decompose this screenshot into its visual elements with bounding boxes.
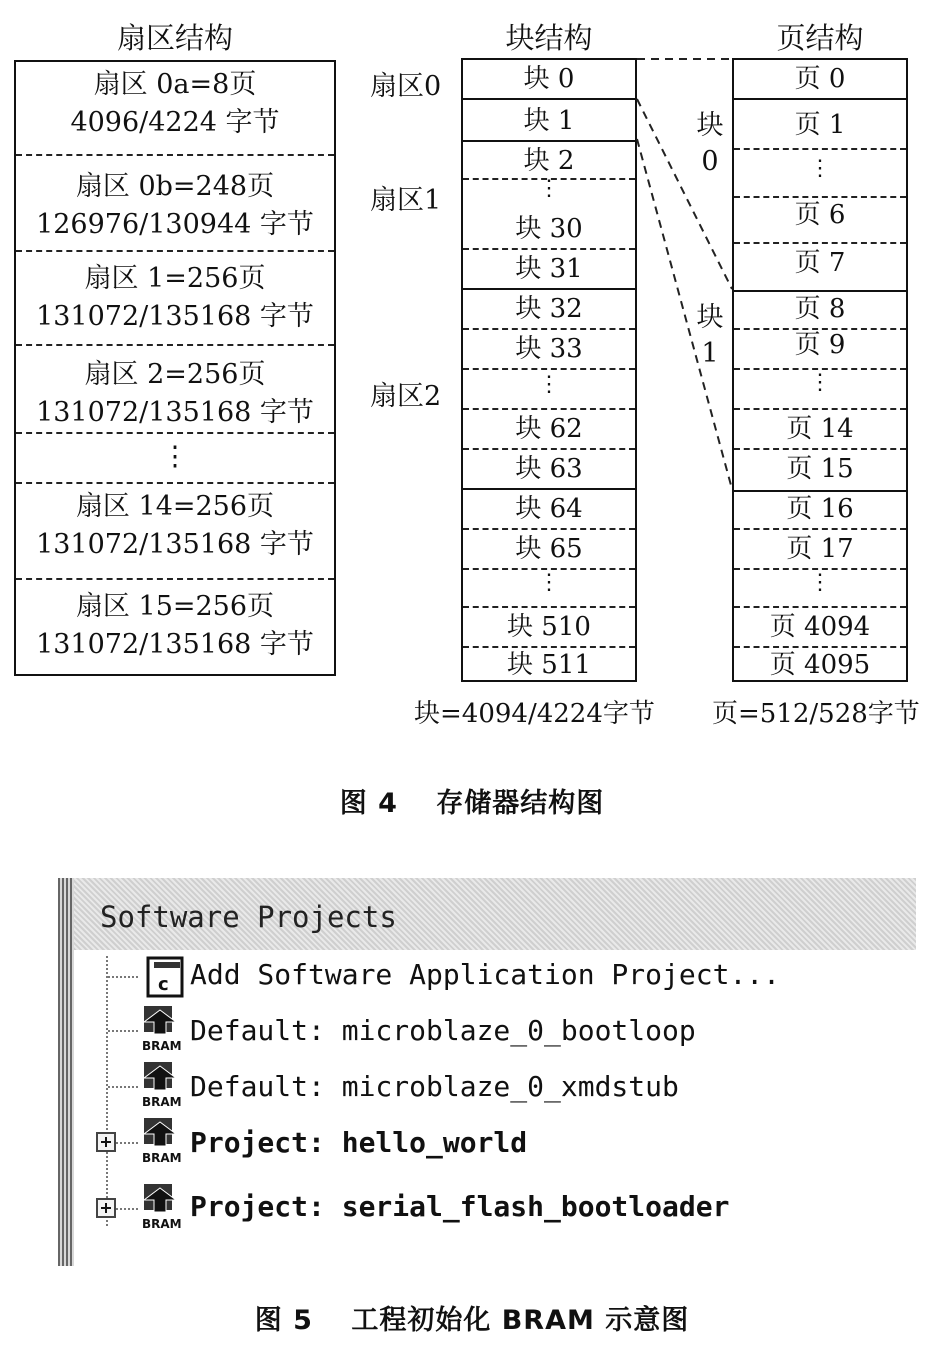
- sector-row-line1: 扇区 0a=8页: [93, 69, 257, 100]
- sector-1-label: 扇区1: [370, 185, 442, 216]
- block-row: 块 63: [515, 454, 583, 484]
- block-label-char: 块: [696, 110, 724, 141]
- sector-0-label: 扇区0: [370, 71, 442, 102]
- block-row: 块 1: [523, 106, 575, 136]
- page-table: [732, 58, 908, 682]
- divider: [734, 196, 906, 198]
- divider: [734, 98, 906, 100]
- block-row: 块 33: [515, 334, 583, 364]
- block-size-label: 块=4094/4224字节: [414, 699, 655, 729]
- bram-icon: [140, 1004, 186, 1052]
- divider: [734, 528, 906, 530]
- sector-row-line1: 扇区 2=256页: [84, 359, 266, 390]
- panel-title: Software Projects: [100, 900, 397, 934]
- block-row: 块 2: [523, 146, 575, 176]
- panel-border: [58, 878, 74, 1266]
- page-row: 页 14: [786, 414, 854, 444]
- svg-text:c: c: [158, 974, 169, 995]
- page-row: 页 0: [794, 64, 846, 94]
- block-label-char: 块: [696, 302, 724, 333]
- expand-plus-icon[interactable]: [96, 1132, 116, 1152]
- divider: [734, 242, 906, 244]
- page-row: 页 6: [794, 200, 846, 230]
- ellipsis: ⋮: [809, 570, 831, 595]
- page-row: 页 16: [786, 494, 854, 524]
- page-row: 页 17: [786, 534, 854, 564]
- ellipsis: ⋮: [809, 156, 831, 181]
- page-row: 页 7: [794, 248, 846, 278]
- bram-icon: [140, 1060, 186, 1108]
- tree-item-label: Default: microblaze_0_bootloop: [190, 1014, 696, 1047]
- page-size-label: 页=512/528字节: [712, 699, 920, 729]
- block-row: 块 32: [515, 294, 583, 324]
- ellipsis: ⋮: [538, 176, 560, 201]
- block-row: 块 0: [523, 64, 575, 94]
- sector-2-label: 扇区2: [370, 381, 442, 412]
- block-row: 块 511: [507, 650, 591, 680]
- sector-row-line2: 4096/4224 字节: [70, 107, 280, 138]
- tree-item-label: Default: microblaze_0_xmdstub: [190, 1070, 679, 1103]
- block-label-num: 1: [701, 338, 719, 369]
- block-row: 块 64: [515, 494, 583, 524]
- divider: [734, 448, 906, 450]
- bram-icon: [140, 1182, 186, 1230]
- bram-icon-text: BRAM: [142, 1095, 182, 1108]
- page-row: 页 8: [794, 294, 846, 324]
- sector-row-line2: 131072/135168 字节: [36, 629, 314, 660]
- ellipsis: ⋮: [809, 370, 831, 395]
- bram-icon-text: BRAM: [142, 1039, 182, 1052]
- divider: [734, 646, 906, 648]
- figure-5-caption: 图 5 工程初始化 BRAM 示意图: [254, 1305, 690, 1336]
- sector-row-line1: 扇区 0b=248页: [75, 171, 275, 202]
- tree-connector: [106, 956, 108, 1226]
- page-structure-title: 页结构: [776, 21, 864, 55]
- page-row: 页 15: [786, 454, 854, 484]
- divider: [734, 290, 906, 292]
- panel-header: [74, 878, 916, 950]
- block-label-num: 0: [701, 146, 719, 177]
- sector-row-line1: 扇区 14=256页: [75, 491, 275, 522]
- block-structure-title: 块结构: [505, 21, 593, 55]
- sector-row-line2: 131072/135168 字节: [36, 397, 314, 428]
- software-projects-panel: [58, 878, 916, 1266]
- bram-icon: [140, 1116, 186, 1164]
- tree-item-label: Project: hello_world: [190, 1126, 528, 1159]
- block-row: 块 30: [515, 214, 583, 244]
- sector-row-line1: 扇区 1=256页: [84, 263, 266, 294]
- figure-4-caption: 图 4 存储器结构图: [339, 788, 605, 819]
- tree-item-label: Project: serial_flash_bootloader: [190, 1190, 730, 1223]
- bram-icon-text: BRAM: [142, 1151, 182, 1164]
- block-row: 块 65: [515, 534, 583, 564]
- block-row: 块 31: [515, 254, 583, 284]
- page-row: 页 1: [794, 110, 846, 140]
- sector-row-line2: 131072/135168 字节: [36, 301, 314, 332]
- sector-row-line2: 131072/135168 字节: [36, 529, 314, 560]
- sector-row-line1: 扇区 15=256页: [75, 591, 275, 622]
- ellipsis: ⋮: [161, 441, 189, 472]
- ellipsis: ⋮: [538, 570, 560, 595]
- divider: [734, 606, 906, 608]
- expand-plus-icon[interactable]: [96, 1198, 116, 1218]
- ellipsis: ⋮: [538, 372, 560, 397]
- sector-structure-title: 扇区结构: [116, 21, 233, 55]
- tree-connector: [108, 1030, 138, 1032]
- tree-connector: [108, 1086, 138, 1088]
- tree-connector: [108, 976, 138, 978]
- divider: [734, 408, 906, 410]
- page-row: 页 9: [794, 330, 846, 360]
- sector-row-line2: 126976/130944 字节: [36, 209, 314, 240]
- block-row: 块 510: [507, 612, 591, 642]
- bram-icon-text: BRAM: [142, 1217, 182, 1230]
- block-row: 块 62: [515, 414, 583, 444]
- page-row: 页 4095: [769, 650, 871, 680]
- c-source-icon: [144, 956, 186, 998]
- divider: [734, 148, 906, 150]
- page-row: 页 4094: [769, 612, 871, 642]
- tree-item-label: Add Software Application Project...: [190, 958, 781, 991]
- divider: [734, 490, 906, 492]
